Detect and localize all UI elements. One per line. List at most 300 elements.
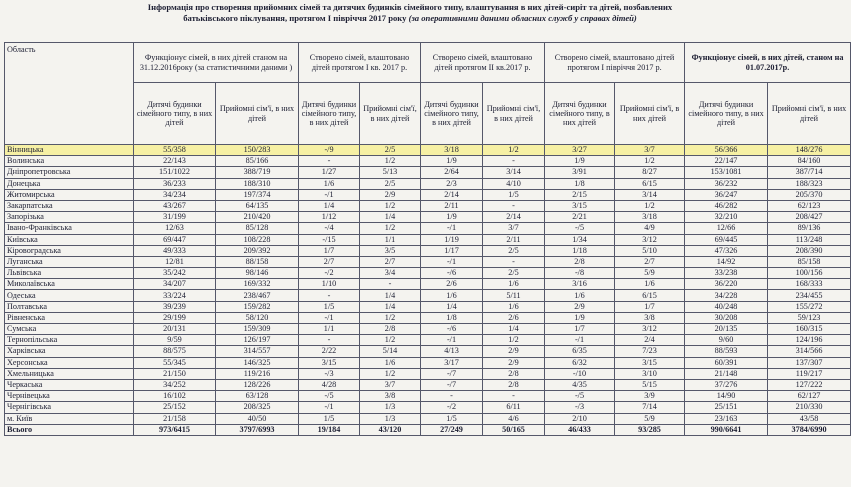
value-cell: 32/210 xyxy=(685,212,768,223)
value-cell: 4/28 xyxy=(299,379,360,390)
value-cell: 69/447 xyxy=(134,234,216,245)
value-cell: 9/60 xyxy=(685,335,768,346)
value-cell: -/7 xyxy=(421,379,483,390)
value-cell: 210/330 xyxy=(768,402,851,413)
value-cell: 2/8 xyxy=(483,368,545,379)
value-cell: 205/370 xyxy=(768,189,851,200)
value-cell: 1/2 xyxy=(360,335,421,346)
value-cell: 1/2 xyxy=(615,156,685,167)
table-row xyxy=(5,145,851,156)
value-cell: 2/9 xyxy=(483,346,545,357)
value-cell: 2/7 xyxy=(360,256,421,267)
value-cell: 25/151 xyxy=(685,402,768,413)
value-cell: 43/267 xyxy=(134,200,216,211)
subheader-dbst: Дитячі будинки сімейного типу, в них дітей xyxy=(685,83,768,145)
value-cell: 1/7 xyxy=(615,301,685,312)
value-cell: 1/5 xyxy=(483,189,545,200)
value-cell: 4/35 xyxy=(545,379,615,390)
table-row xyxy=(5,335,851,346)
value-cell: 39/239 xyxy=(134,301,216,312)
value-cell: 388/719 xyxy=(216,167,299,178)
value-cell: -/4 xyxy=(299,223,360,234)
value-cell: 1/2 xyxy=(360,200,421,211)
value-cell: 5/15 xyxy=(615,379,685,390)
value-cell: -/5 xyxy=(545,391,615,402)
value-cell: 93/285 xyxy=(615,424,685,435)
value-cell: 2/8 xyxy=(360,324,421,335)
value-cell: 1/12 xyxy=(299,212,360,223)
statistics-table xyxy=(4,42,851,436)
table-row xyxy=(5,324,851,335)
value-cell: 43/120 xyxy=(360,424,421,435)
value-cell: 188/310 xyxy=(216,178,299,189)
table-row xyxy=(5,290,851,301)
value-cell: -/5 xyxy=(545,223,615,234)
value-cell: -/1 xyxy=(299,402,360,413)
value-cell: 36/232 xyxy=(685,178,768,189)
value-cell: 1/4 xyxy=(360,212,421,223)
value-cell: 1/3 xyxy=(360,413,421,424)
table-row xyxy=(5,413,851,424)
value-cell: 40/248 xyxy=(685,301,768,312)
value-cell: 88/158 xyxy=(216,256,299,267)
value-cell: 151/1022 xyxy=(134,167,216,178)
value-cell: 2/5 xyxy=(483,268,545,279)
value-cell: 1/5 xyxy=(299,413,360,424)
value-cell: 5/14 xyxy=(360,346,421,357)
value-cell: 1/6 xyxy=(299,178,360,189)
table-row xyxy=(5,234,851,245)
subheader-dbst: Дитячі будинки сімейного типу, в них дітей xyxy=(299,83,360,145)
table-row xyxy=(5,346,851,357)
value-cell: 2/6 xyxy=(421,279,483,290)
value-cell: 119/217 xyxy=(768,368,851,379)
value-cell: 62/127 xyxy=(768,391,851,402)
value-cell: 137/307 xyxy=(768,357,851,368)
value-cell: 2/9 xyxy=(483,357,545,368)
table-row xyxy=(5,402,851,413)
table-row xyxy=(5,279,851,290)
subheader-dbst: Дитячі будинки сімейного типу, в них дітей xyxy=(545,83,615,145)
value-cell: 3/12 xyxy=(615,234,685,245)
region-name-cell: Харківська xyxy=(5,346,134,357)
value-cell: 1/2 xyxy=(483,145,545,156)
table-row xyxy=(5,256,851,267)
value-cell: 20/135 xyxy=(685,324,768,335)
value-cell: 126/197 xyxy=(216,335,299,346)
table-row xyxy=(5,357,851,368)
value-cell: - xyxy=(483,391,545,402)
value-cell: 160/315 xyxy=(768,324,851,335)
value-cell: 6/15 xyxy=(615,178,685,189)
value-cell: 188/323 xyxy=(768,178,851,189)
value-cell: 100/156 xyxy=(768,268,851,279)
value-cell: 1/9 xyxy=(421,212,483,223)
value-cell: 33/224 xyxy=(134,290,216,301)
value-cell: - xyxy=(483,256,545,267)
value-cell: -/8 xyxy=(545,268,615,279)
value-cell: 2/7 xyxy=(615,256,685,267)
value-cell: 3/17 xyxy=(421,357,483,368)
header-group-jul2017: Функціонує сімей, в них дітей, станом на 01.07.2017р. xyxy=(685,43,851,83)
value-cell: 1/5 xyxy=(421,413,483,424)
value-cell: 29/199 xyxy=(134,312,216,323)
region-name-cell: м. Київ xyxy=(5,413,134,424)
value-cell: 89/136 xyxy=(768,223,851,234)
value-cell: 208/427 xyxy=(768,212,851,223)
value-cell: 55/358 xyxy=(134,145,216,156)
value-cell: 1/6 xyxy=(483,279,545,290)
value-cell: 124/196 xyxy=(768,335,851,346)
region-name-cell: Рівненська xyxy=(5,312,134,323)
subheader-ps: Прийомні сім'ї, в них дітей xyxy=(360,83,421,145)
region-name-cell: Кіровоградська xyxy=(5,245,134,256)
value-cell: 56/366 xyxy=(685,145,768,156)
value-cell: -/7 xyxy=(421,368,483,379)
value-cell: 21/158 xyxy=(134,413,216,424)
region-name-cell: Одеська xyxy=(5,290,134,301)
value-cell: -/1 xyxy=(421,256,483,267)
value-cell: 23/163 xyxy=(685,413,768,424)
value-cell: 40/50 xyxy=(216,413,299,424)
value-cell: 2/64 xyxy=(421,167,483,178)
value-cell: 2/10 xyxy=(545,413,615,424)
value-cell: - xyxy=(299,335,360,346)
title-line-2 xyxy=(40,13,780,24)
value-cell: 1/7 xyxy=(299,245,360,256)
value-cell: 2/3 xyxy=(421,178,483,189)
table-row xyxy=(5,391,851,402)
value-cell: 1/3 xyxy=(360,402,421,413)
value-cell: 9/59 xyxy=(134,335,216,346)
value-cell: - xyxy=(421,391,483,402)
value-cell: 3/10 xyxy=(615,368,685,379)
value-cell: 4/13 xyxy=(421,346,483,357)
value-cell: 4/9 xyxy=(615,223,685,234)
value-cell: 85/128 xyxy=(216,223,299,234)
value-cell: 3/8 xyxy=(615,312,685,323)
value-cell: 3/15 xyxy=(299,357,360,368)
value-cell: -/1 xyxy=(299,189,360,200)
value-cell: -/2 xyxy=(299,268,360,279)
value-cell: 3/15 xyxy=(615,357,685,368)
value-cell: - xyxy=(299,290,360,301)
value-cell: 1/2 xyxy=(615,200,685,211)
value-cell: 8/27 xyxy=(615,167,685,178)
value-cell: 3/7 xyxy=(615,145,685,156)
title-line-2-main: батьківського піклування, протягом І півріччя 2017 року xyxy=(183,12,407,23)
region-name-cell: Херсонська xyxy=(5,357,134,368)
value-cell: 34/228 xyxy=(685,290,768,301)
region-name-cell: Всього xyxy=(5,424,134,435)
value-cell: 1/2 xyxy=(360,223,421,234)
value-cell: 4/10 xyxy=(483,178,545,189)
value-cell: 5/9 xyxy=(615,268,685,279)
value-cell: 84/160 xyxy=(768,156,851,167)
region-name-cell: Волинська xyxy=(5,156,134,167)
value-cell: - xyxy=(483,156,545,167)
value-cell: 27/249 xyxy=(421,424,483,435)
value-cell: -/3 xyxy=(545,402,615,413)
value-cell: -/1 xyxy=(421,335,483,346)
value-cell: 49/333 xyxy=(134,245,216,256)
value-cell: 2/11 xyxy=(421,200,483,211)
value-cell: 2/14 xyxy=(483,212,545,223)
value-cell: 3/9 xyxy=(615,391,685,402)
value-cell: - xyxy=(299,156,360,167)
value-cell: 153/1081 xyxy=(685,167,768,178)
value-cell: 150/283 xyxy=(216,145,299,156)
region-name-cell: Донецька xyxy=(5,178,134,189)
value-cell: 208/390 xyxy=(768,245,851,256)
value-cell: 1/8 xyxy=(421,312,483,323)
value-cell: 990/6641 xyxy=(685,424,768,435)
value-cell: 88/593 xyxy=(685,346,768,357)
value-cell: 43/58 xyxy=(768,413,851,424)
region-name-cell: Полтавська xyxy=(5,301,134,312)
value-cell: 30/208 xyxy=(685,312,768,323)
value-cell: 58/120 xyxy=(216,312,299,323)
region-name-cell: Луганська xyxy=(5,256,134,267)
value-cell: 36/247 xyxy=(685,189,768,200)
value-cell: 88/575 xyxy=(134,346,216,357)
value-cell: -/9 xyxy=(299,145,360,156)
value-cell: -/1 xyxy=(421,223,483,234)
value-cell: -/6 xyxy=(421,268,483,279)
value-cell: - xyxy=(483,200,545,211)
value-cell: 3797/6993 xyxy=(216,424,299,435)
value-cell: 37/276 xyxy=(685,379,768,390)
value-cell: 59/123 xyxy=(768,312,851,323)
value-cell: 34/207 xyxy=(134,279,216,290)
region-name-cell: Закарпатська xyxy=(5,200,134,211)
table-row xyxy=(5,301,851,312)
value-cell: 1/5 xyxy=(299,301,360,312)
value-cell: 2/7 xyxy=(299,256,360,267)
value-cell: 5/9 xyxy=(615,413,685,424)
value-cell: 5/10 xyxy=(615,245,685,256)
value-cell: 1/10 xyxy=(299,279,360,290)
value-cell: -/15 xyxy=(299,234,360,245)
value-cell: 2/9 xyxy=(545,301,615,312)
value-cell: 159/309 xyxy=(216,324,299,335)
value-cell: 3/12 xyxy=(615,324,685,335)
value-cell: 2/4 xyxy=(615,335,685,346)
subheader-dbst: Дитячі будинки сімейного типу, в них дітей xyxy=(134,83,216,145)
value-cell: 2/11 xyxy=(483,234,545,245)
value-cell: 113/248 xyxy=(768,234,851,245)
value-cell: 46/433 xyxy=(545,424,615,435)
value-cell: 1/4 xyxy=(360,301,421,312)
value-cell: 3/14 xyxy=(483,167,545,178)
value-cell: 1/9 xyxy=(545,312,615,323)
value-cell: 1/17 xyxy=(421,245,483,256)
value-cell: 234/455 xyxy=(768,290,851,301)
value-cell: 55/345 xyxy=(134,357,216,368)
region-name-cell: Тернопільська xyxy=(5,335,134,346)
value-cell: 1/4 xyxy=(299,200,360,211)
value-cell: 14/92 xyxy=(685,256,768,267)
value-cell: 238/467 xyxy=(216,290,299,301)
value-cell: 16/102 xyxy=(134,391,216,402)
value-cell: 3/14 xyxy=(615,189,685,200)
value-cell: 1/2 xyxy=(360,368,421,379)
region-name-cell: Миколаївська xyxy=(5,279,134,290)
value-cell: 1/1 xyxy=(360,234,421,245)
value-cell: 1/6 xyxy=(615,279,685,290)
region-name-cell: Черкаська xyxy=(5,379,134,390)
value-cell: 2/21 xyxy=(545,212,615,223)
value-cell: 62/123 xyxy=(768,200,851,211)
header-group-2016: Функціонує сімей, в них дітей станом на 31.12.2016року (за статистичними даними ) xyxy=(134,43,299,83)
region-name-cell: Хмельницька xyxy=(5,368,134,379)
table-body xyxy=(5,145,851,436)
value-cell: 973/6415 xyxy=(134,424,216,435)
value-cell: 314/557 xyxy=(216,346,299,357)
value-cell: 3/27 xyxy=(545,145,615,156)
value-cell: 2/22 xyxy=(299,346,360,357)
subheader-dbst: Дитячі будинки сімейного типу, в них дітей xyxy=(421,83,483,145)
table-row xyxy=(5,312,851,323)
value-cell: 3/15 xyxy=(545,200,615,211)
value-cell: 210/420 xyxy=(216,212,299,223)
value-cell: 2/5 xyxy=(360,145,421,156)
value-cell: 3/7 xyxy=(360,379,421,390)
region-name-cell: Київська xyxy=(5,234,134,245)
value-cell: 1/8 xyxy=(545,178,615,189)
value-cell: 98/146 xyxy=(216,268,299,279)
table-row xyxy=(5,156,851,167)
region-name-cell: Сумська xyxy=(5,324,134,335)
value-cell: 2/9 xyxy=(360,189,421,200)
value-cell: 6/11 xyxy=(483,402,545,413)
value-cell: 148/276 xyxy=(768,145,851,156)
value-cell: 1/6 xyxy=(421,290,483,301)
value-cell: 69/445 xyxy=(685,234,768,245)
value-cell: 3/16 xyxy=(545,279,615,290)
table-row xyxy=(5,379,851,390)
value-cell: 159/282 xyxy=(216,301,299,312)
table-row xyxy=(5,189,851,200)
value-cell: 36/233 xyxy=(134,178,216,189)
value-cell: 197/374 xyxy=(216,189,299,200)
value-cell: 14/90 xyxy=(685,391,768,402)
value-cell: 3/8 xyxy=(360,391,421,402)
value-cell: 1/9 xyxy=(421,156,483,167)
value-cell: 6/15 xyxy=(615,290,685,301)
value-cell: 5/11 xyxy=(483,290,545,301)
value-cell: 5/13 xyxy=(360,167,421,178)
value-cell: 1/2 xyxy=(360,312,421,323)
value-cell: -/2 xyxy=(421,402,483,413)
value-cell: -/5 xyxy=(299,391,360,402)
value-cell: 21/150 xyxy=(134,368,216,379)
value-cell: -/1 xyxy=(299,312,360,323)
value-cell: - xyxy=(360,279,421,290)
value-cell: 155/272 xyxy=(768,301,851,312)
value-cell: 3/91 xyxy=(545,167,615,178)
region-name-cell: Львівська xyxy=(5,268,134,279)
subheader-ps: Прийомні сім'ї, в них дітей xyxy=(483,83,545,145)
value-cell: 20/131 xyxy=(134,324,216,335)
value-cell: 314/566 xyxy=(768,346,851,357)
subheader-ps: Прийомні сім'ї, в них дітей xyxy=(615,83,685,145)
value-cell: 7/14 xyxy=(615,402,685,413)
value-cell: 4/6 xyxy=(483,413,545,424)
value-cell: 47/326 xyxy=(685,245,768,256)
value-cell: 169/332 xyxy=(216,279,299,290)
table-row xyxy=(5,212,851,223)
value-cell: 50/165 xyxy=(483,424,545,435)
value-cell: 3/5 xyxy=(360,245,421,256)
value-cell: 108/228 xyxy=(216,234,299,245)
value-cell: 1/4 xyxy=(483,324,545,335)
value-cell: 63/128 xyxy=(216,391,299,402)
value-cell: 2/6 xyxy=(483,312,545,323)
value-cell: 12/81 xyxy=(134,256,216,267)
value-cell: 6/35 xyxy=(545,346,615,357)
value-cell: 3/7 xyxy=(483,223,545,234)
value-cell: 64/135 xyxy=(216,200,299,211)
value-cell: 60/391 xyxy=(685,357,768,368)
value-cell: 1/4 xyxy=(421,301,483,312)
region-name-cell: Вінницька xyxy=(5,145,134,156)
value-cell: 12/63 xyxy=(134,223,216,234)
value-cell: -/6 xyxy=(421,324,483,335)
value-cell: 85/158 xyxy=(768,256,851,267)
value-cell: 25/152 xyxy=(134,402,216,413)
value-cell: 3/18 xyxy=(615,212,685,223)
value-cell: 7/23 xyxy=(615,346,685,357)
value-cell: 119/216 xyxy=(216,368,299,379)
value-cell: 3/4 xyxy=(360,268,421,279)
header-group-q1: Створено сімей, влаштовано дітей протягом І кв. 2017 р. xyxy=(299,43,421,83)
value-cell: 1/4 xyxy=(360,290,421,301)
value-cell: 1/27 xyxy=(299,167,360,178)
value-cell: 208/325 xyxy=(216,402,299,413)
value-cell: -/3 xyxy=(299,368,360,379)
value-cell: 168/333 xyxy=(768,279,851,290)
value-cell: 2/8 xyxy=(483,379,545,390)
table-row xyxy=(5,200,851,211)
document-title xyxy=(40,2,780,23)
value-cell: 2/5 xyxy=(360,178,421,189)
value-cell: 22/147 xyxy=(685,156,768,167)
region-name-cell: Чернігівська xyxy=(5,402,134,413)
value-cell: 209/392 xyxy=(216,245,299,256)
table-row xyxy=(5,368,851,379)
value-cell: 46/282 xyxy=(685,200,768,211)
value-cell: 2/15 xyxy=(545,189,615,200)
value-cell: -/1 xyxy=(545,335,615,346)
value-cell: 85/166 xyxy=(216,156,299,167)
region-name-cell: Запорізька xyxy=(5,212,134,223)
value-cell: 3784/6990 xyxy=(768,424,851,435)
value-cell: 1/1 xyxy=(299,324,360,335)
table-row xyxy=(5,178,851,189)
value-cell: 387/714 xyxy=(768,167,851,178)
table-row xyxy=(5,268,851,279)
value-cell: 1/6 xyxy=(545,290,615,301)
value-cell: 31/199 xyxy=(134,212,216,223)
value-cell: 1/6 xyxy=(360,357,421,368)
value-cell: 2/8 xyxy=(545,256,615,267)
value-cell: 2/14 xyxy=(421,189,483,200)
value-cell: 1/34 xyxy=(545,234,615,245)
table-row xyxy=(5,223,851,234)
title-line-2-note: (за оперативними даними обласних служб у справах дітей) xyxy=(408,12,637,23)
value-cell: 34/252 xyxy=(134,379,216,390)
